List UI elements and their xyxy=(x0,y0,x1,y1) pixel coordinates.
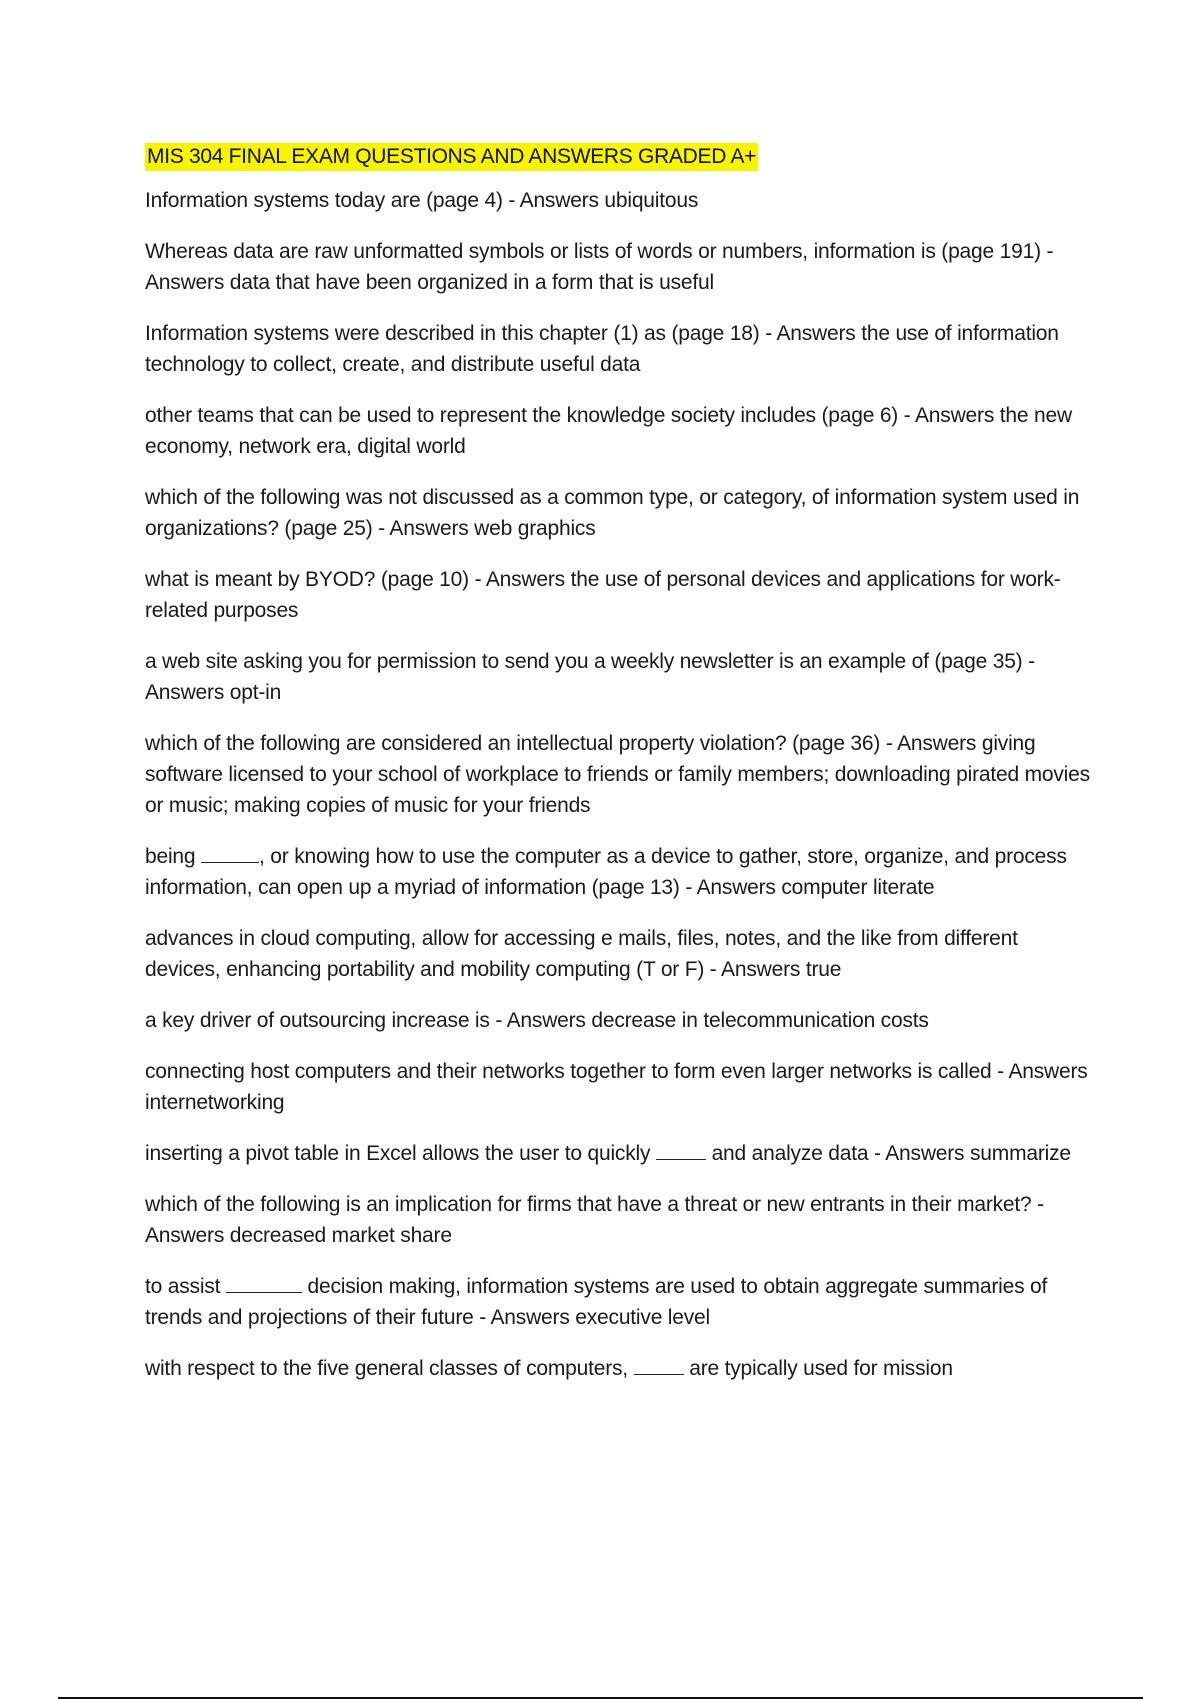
qa-text-before-blank: with respect to the five general classes of computers, xyxy=(145,1357,634,1380)
qa-item: which of the following is an implication for firms that have a threat or new entrants in their market? - Answers decreased market share xyxy=(145,1193,1044,1247)
qa-item: what is meant by BYOD? (page 10) - Answers the use of personal devices and applications for work-related purposes xyxy=(145,568,1061,622)
fill-in-blank xyxy=(656,1141,706,1160)
qa-text-before-blank: inserting a pivot table in Excel allows the user to quickly xyxy=(145,1142,656,1165)
fill-in-blank xyxy=(201,844,259,863)
qa-item: advances in cloud computing, allow for accessing e mails, files, notes, and the like from different devices, enhancing portability and mobility computing (T or F) - Answers true xyxy=(145,927,1018,981)
qa-text-after-blank: , or knowing how to use the computer as a device to gather, store, organize, and process information, can open up a myriad of information (page 13) - Answers computer literate xyxy=(145,845,1067,899)
qa-item: connecting host computers and their networks together to form even larger networks is called - Answers internetworking xyxy=(145,1060,1088,1114)
qa-text-after-blank: and analyze data - Answers summarize xyxy=(705,1142,1071,1165)
qa-item xyxy=(145,1138,1095,1169)
qa-item: a key driver of outsourcing increase is - Answers decrease in telecommunication costs xyxy=(145,1009,929,1032)
qa-text-before-blank: to assist xyxy=(145,1275,226,1298)
qa-item xyxy=(145,841,1095,903)
qa-item: Information systems today are (page 4) - Answers ubiquitous xyxy=(145,189,699,212)
qa-item: which of the following was not discussed as a common type, or category, of information system used in organizations? (page 25) - Answers web graphics xyxy=(145,486,1080,540)
qa-item: other teams that can be used to represent the knowledge society includes (page 6) - Answers the new economy, network era, digital world xyxy=(145,404,1072,458)
qa-item: Information systems were described in this chapter (1) as (page 18) - Answers the use of information technology to collect, create, and distribute useful data xyxy=(145,322,1059,376)
fill-in-blank xyxy=(226,1274,302,1293)
qa-text-after-blank: are typically used for mission xyxy=(683,1357,953,1380)
document-title: MIS 304 FINAL EXAM QUESTIONS AND ANSWERS GRADED A+ xyxy=(145,143,758,171)
qa-text-before-blank: being xyxy=(145,845,202,868)
qa-item: which of the following are considered an intellectual property violation? (page 36) - Answers giving software licensed to your school of workplace to friends or family members; downloading pirated movies or music; making copies of music for your friends xyxy=(145,732,1090,817)
qa-item xyxy=(145,1271,1095,1333)
qa-item: a web site asking you for permission to send you a weekly newsletter is an example of (page 35) - Answers opt-in xyxy=(145,650,1035,704)
footer-divider xyxy=(58,1697,1143,1699)
qa-item: Whereas data are raw unformatted symbols or lists of words or numbers, information is (page 191) - Answers data that have been organized in a form that is useful xyxy=(145,240,1054,294)
qa-text-after-blank: decision making, information systems are used to obtain aggregate summaries of trends and projections of their future - Answers executive level xyxy=(145,1275,1048,1329)
fill-in-blank xyxy=(634,1356,684,1375)
qa-item xyxy=(145,1353,1095,1384)
document-content xyxy=(145,143,1095,1404)
